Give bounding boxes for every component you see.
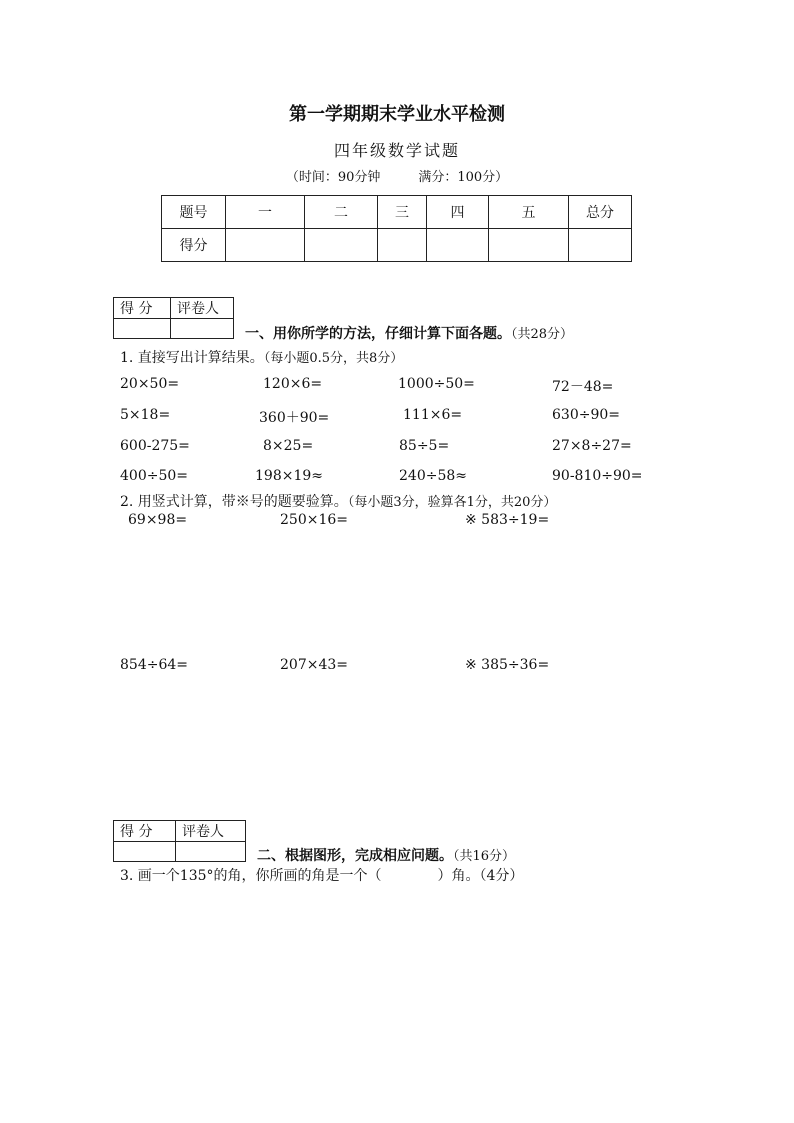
- grader-box: [113, 820, 246, 862]
- score-table-cell: 三: [378, 196, 427, 229]
- grader-score-label: 得 分: [114, 298, 171, 319]
- calc-item: 72－48=: [552, 379, 614, 395]
- score-blank[interactable]: [226, 229, 305, 262]
- section2-points: （共16分）: [453, 849, 516, 864]
- score-blank[interactable]: [427, 229, 489, 262]
- score-table-cell: 得分: [162, 229, 226, 262]
- score-blank[interactable]: [378, 229, 427, 262]
- grader-name-label: 评卷人: [176, 821, 246, 842]
- calc-item: 5×18=: [120, 407, 171, 423]
- calc-item: 360＋90=: [259, 410, 330, 426]
- score-table-cell: 四: [427, 196, 489, 229]
- calc-item: 85÷5=: [399, 438, 450, 454]
- vertical-calc-item: ※ 583÷19=: [465, 512, 550, 528]
- vertical-calc-item: 207×43=: [280, 657, 348, 673]
- question-1-text: 1. 直接写出计算结果。: [120, 350, 264, 366]
- question-2: [120, 491, 556, 511]
- grader-score-blank[interactable]: [114, 319, 171, 339]
- calc-item: 111×6=: [403, 407, 463, 423]
- grader-score-blank[interactable]: [114, 842, 176, 862]
- grader-score-label: 得 分: [114, 821, 176, 842]
- section1-points: （共28分）: [511, 327, 574, 342]
- vertical-calc-item: ※ 385÷36=: [465, 657, 550, 673]
- grader-name-label: 评卷人: [171, 298, 234, 319]
- calc-item: 27×8÷27=: [552, 438, 632, 454]
- section1-title: 一、用你所学的方法，仔细计算下面各题。: [245, 326, 511, 342]
- score-table: [161, 195, 632, 262]
- calc-item: 120×6=: [263, 376, 323, 392]
- time-limit: （时间：90分钟: [285, 170, 381, 185]
- vertical-calc-item: 250×16=: [280, 512, 348, 528]
- calc-item: 600-275=: [120, 438, 190, 454]
- vertical-calc-item: 854÷64=: [120, 657, 188, 673]
- section2-heading: [257, 845, 515, 865]
- score-blank[interactable]: [305, 229, 378, 262]
- score-blank[interactable]: [489, 229, 569, 262]
- score-table-score-row: [162, 229, 632, 262]
- calc-item: 90-810÷90=: [552, 468, 643, 484]
- score-table-header-row: [162, 196, 632, 229]
- full-score: 满分：100分）: [418, 170, 509, 185]
- page-subtitle: 四年级数学试题: [333, 141, 460, 160]
- calc-item: 1000÷50=: [398, 376, 475, 392]
- score-table-cell: 五: [489, 196, 569, 229]
- grader-name-blank[interactable]: [171, 319, 234, 339]
- question-3: 3. 画一个135°的角，你所画的角是一个（ ）角。（4分）: [120, 868, 524, 884]
- section1-heading: [245, 323, 573, 343]
- calc-item: 400÷50=: [120, 468, 188, 484]
- score-table-cell: 一: [226, 196, 305, 229]
- grader-name-blank[interactable]: [176, 842, 246, 862]
- page-title: 第一学期期末学业水平检测: [289, 104, 505, 125]
- question-1-note: （每小题0.5分，共8分）: [263, 351, 404, 366]
- calc-item: 20×50=: [120, 376, 180, 392]
- section2-title: 二、根据图形，完成相应问题。: [257, 848, 453, 864]
- question-2-note: （每小题3分，验算各1分，共20分）: [347, 495, 557, 510]
- score-table-cell: 二: [305, 196, 378, 229]
- question-1: [120, 347, 403, 367]
- calc-item: 240÷58≈: [399, 468, 467, 484]
- grader-box: [113, 297, 234, 339]
- question-2-text: 2. 用竖式计算，带※号的题要验算。: [120, 494, 348, 510]
- calc-item: 8×25=: [263, 438, 314, 454]
- calc-item: 630÷90=: [552, 407, 620, 423]
- score-table-cell: 总分: [569, 196, 632, 229]
- score-blank[interactable]: [569, 229, 632, 262]
- score-table-cell: 题号: [162, 196, 226, 229]
- exam-info: [0, 166, 794, 185]
- calc-item: 198×19≈: [255, 468, 323, 484]
- vertical-calc-item: 69×98=: [128, 512, 188, 528]
